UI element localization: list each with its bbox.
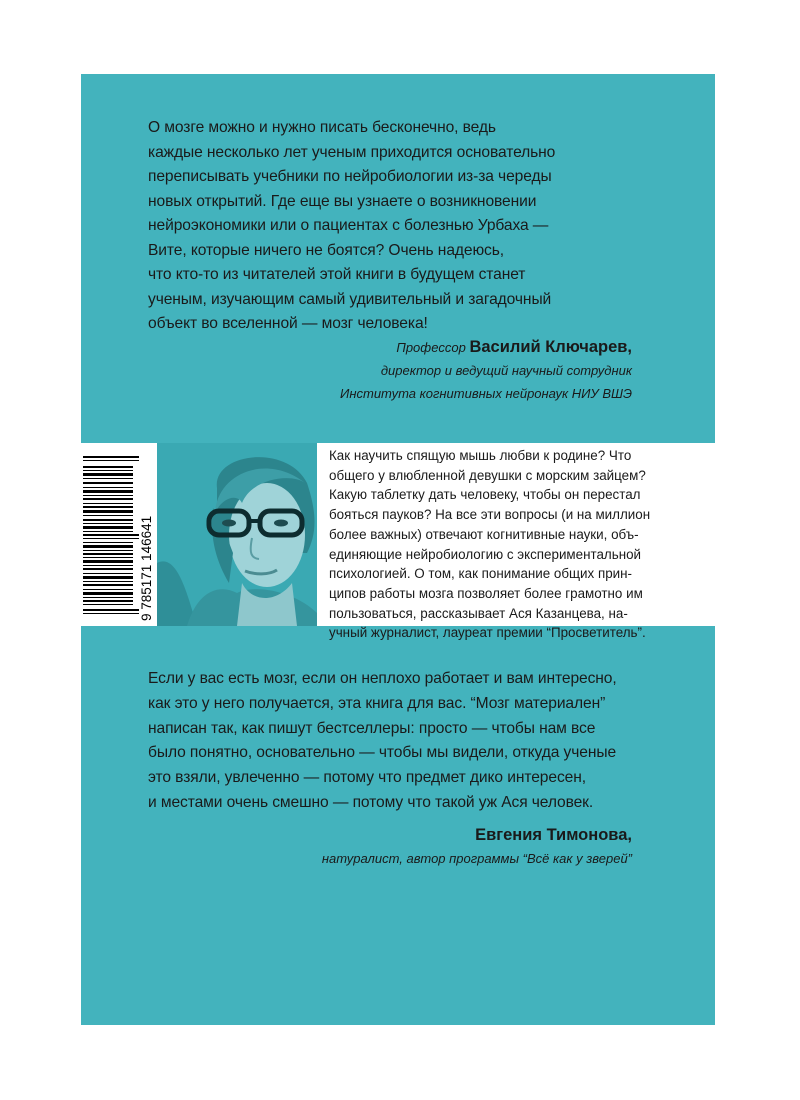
description-line: Какую таблетку дать человеку, чтобы он перестал: [329, 487, 641, 503]
attribution-name: Евгения Тимонова,: [475, 826, 632, 844]
quote-line: каждые несколько лет ученым приходится основательно: [148, 143, 556, 161]
description-line: пользоваться, рассказывает Ася Казанцева, на-: [329, 605, 628, 621]
quote-line: новых открытий. Где еще вы узнаете о возникновении: [148, 192, 537, 210]
quote-kluchariov: [148, 116, 618, 337]
attribution-kluchariov: [340, 336, 632, 405]
quote-line: Вите, которые ничего не боятся? Очень надеюсь,: [148, 241, 505, 259]
quote-line: объект во вселенной — мозг человека!: [148, 315, 428, 332]
quote-line: было понятно, основательно — чтобы мы видели, откуда ученые: [148, 744, 617, 762]
description-line: ципов работы мозга позволяет более грамотно им: [329, 585, 643, 601]
quote-line: О мозге можно и нужно писать бесконечно, ведь: [148, 119, 496, 136]
quote-line: написан так, как пишут бестселлеры: просто — чтобы нам все: [148, 719, 596, 737]
attribution-role: директор и ведущий научный сотрудник: [380, 363, 632, 378]
attribution-prefix: Профессор: [396, 340, 466, 355]
attribution-role: натуралист, автор программы “Всё как у зверей”: [321, 851, 632, 866]
quote-line: как это у него получается, эта книга для вас. “Мозг материален”: [148, 694, 606, 712]
attribution-timonova: [322, 824, 632, 870]
quote-line: нейроэкономики или о пациентах с болезнью Урбаха —: [148, 217, 549, 234]
quote-line: Если у вас есть мозг, если он неплохо работает и вам интересно,: [148, 670, 617, 687]
quote-line: что кто-то из читателей этой книги в будущем станет: [148, 266, 526, 283]
author-photo: [157, 443, 317, 626]
attribution-name-line: [340, 336, 632, 359]
isbn-barcode: [81, 443, 157, 626]
barcode-icon: [81, 443, 157, 626]
description-line: психологией. О том, как понимание общих прин-: [329, 566, 632, 582]
description-line: учный журналист, лауреат премии “Просветитель”.: [329, 625, 646, 641]
description-line: Как научить спящую мышь любви к родине? Что: [329, 448, 632, 463]
quote-line: ученым, изучающим самый удивительный и загадочный: [148, 290, 552, 308]
quote-timonova: [148, 667, 648, 816]
description-line: более важных) отвечают когнитивные науки, объ-: [329, 526, 639, 542]
quote-line: переписывать учебники по нейробиологии из-за череды: [148, 168, 552, 185]
quote-line: это взяли, увлеченно — потому что предмет дико интересен,: [148, 769, 586, 787]
description-line: бояться пауков? На все эти вопросы (и на миллион: [329, 507, 651, 523]
description-line: общего у влюбленной девушки с морским зайцем?: [329, 467, 646, 483]
description-line: единяющие нейробиологию с экспериментальной: [329, 546, 642, 562]
attribution-name: Василий Ключарев,: [469, 338, 632, 356]
author-portrait-icon: [157, 443, 317, 626]
barcode-digits: 9 785171 146641: [139, 515, 154, 621]
quote-line: и местами очень смешно — потому что такой уж Ася человек.: [148, 793, 594, 811]
attribution-role: Института когнитивных нейронаук НИУ ВШЭ: [340, 386, 632, 401]
book-description: [329, 446, 705, 643]
